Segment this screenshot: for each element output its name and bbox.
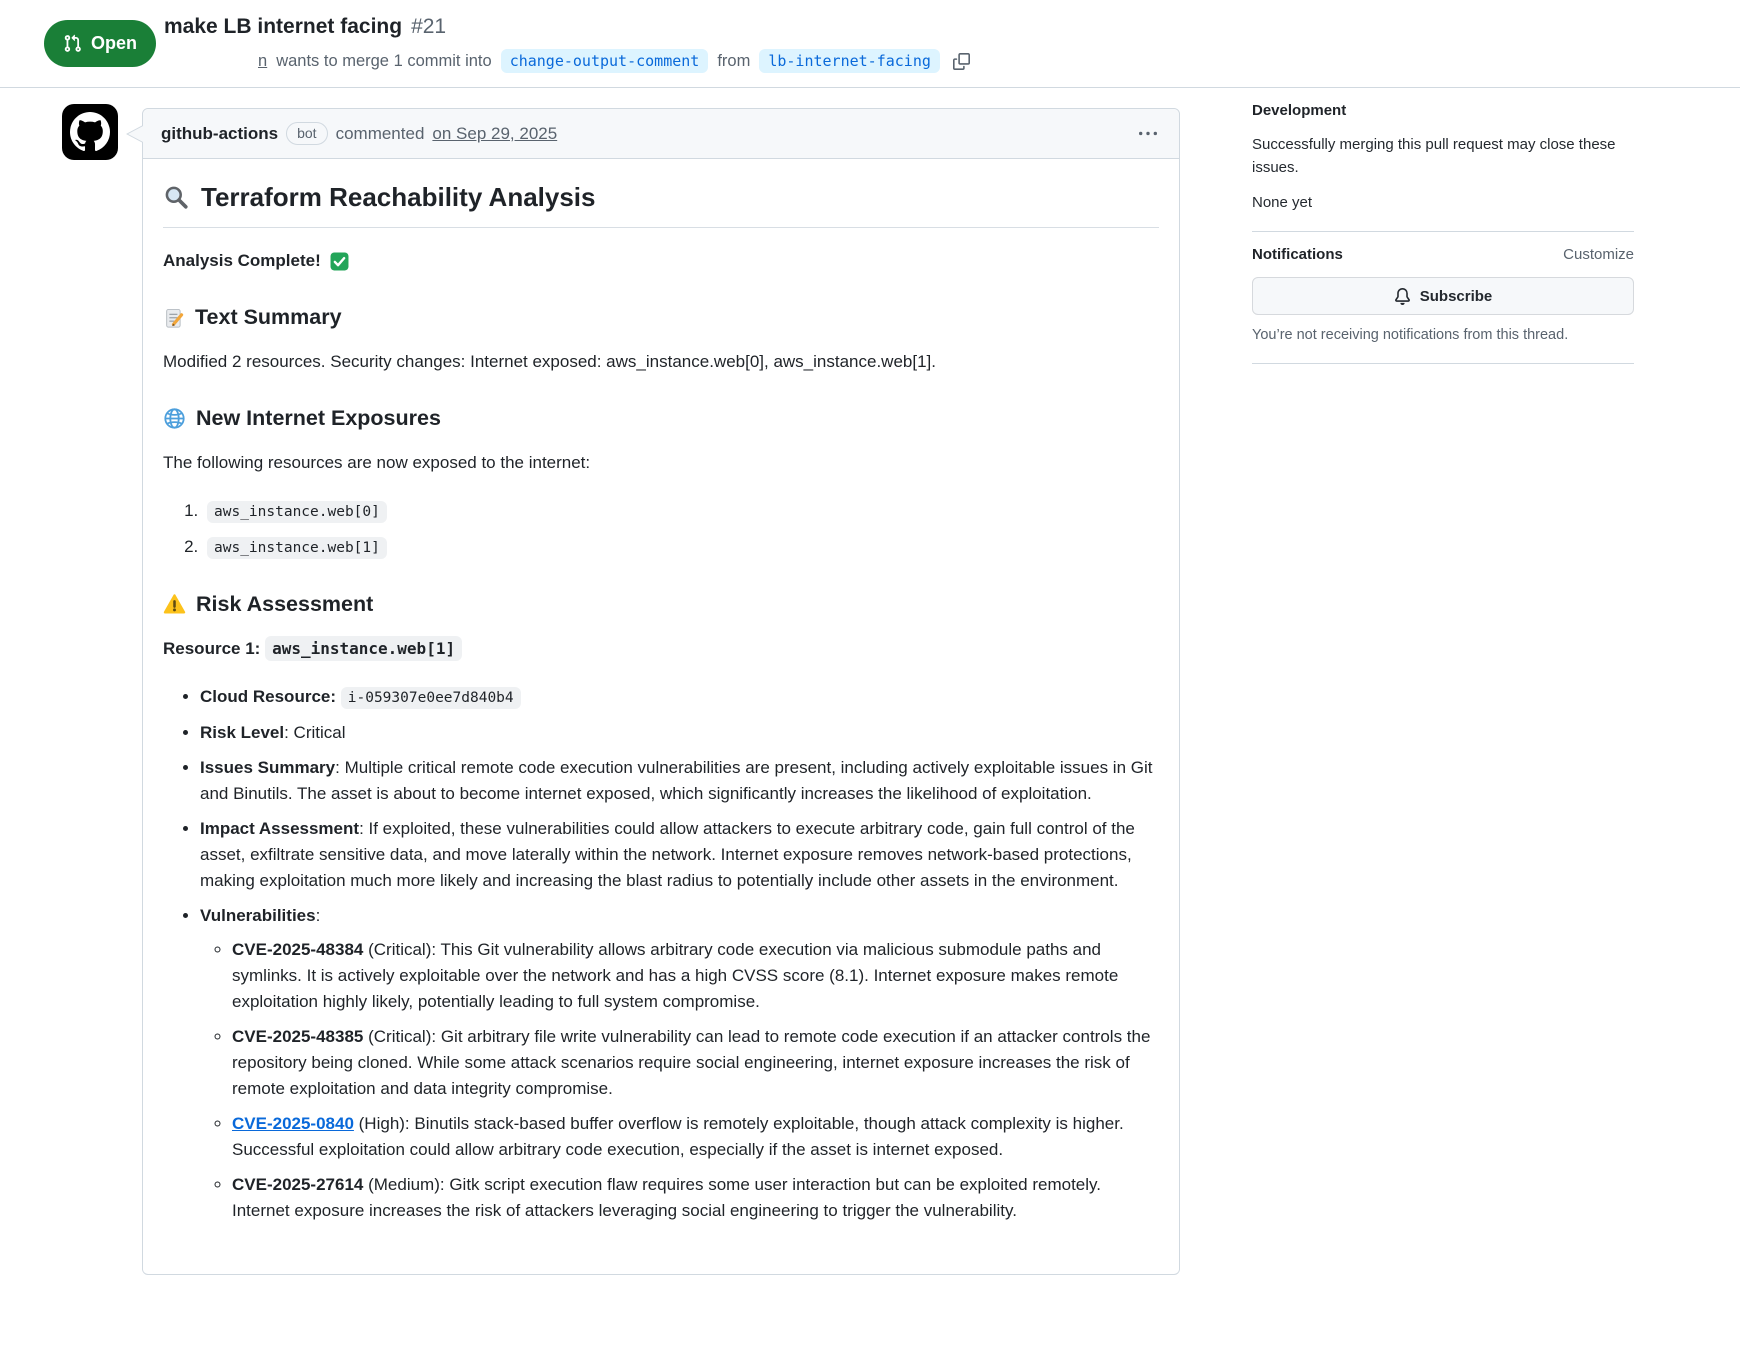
pr-header (0, 0, 1740, 88)
risk-heading: Risk Assessment (163, 591, 1159, 618)
vulnerability-item: ◦ CVE-2025-0840 (High): Binutils stack-based buffer overflow is remotely exploitable, though attack complexity is higher. Successful exploitation could allow arbitrary code execution, especially if the asset is internet exposed. (232, 1111, 1159, 1163)
development-description: Successfully merging this pull request may close these issues. (1252, 136, 1616, 176)
check-mark-emoji (330, 252, 349, 271)
globe-emoji (163, 407, 186, 430)
risk-item-risk-level: • Risk Level: Critical (200, 720, 1159, 746)
bell-icon (1394, 288, 1411, 305)
copy-icon (953, 53, 970, 70)
git-pull-request-icon (63, 34, 82, 53)
head-branch-label[interactable]: lb-internet-facing (759, 49, 940, 73)
pr-status-label: Open (91, 33, 138, 53)
comment-body (143, 159, 1179, 1274)
development-section (1252, 88, 1634, 232)
vulnerability-item: ◦ CVE-2025-48384 (Critical): This Git vulnerability allows arbitrary code execution via malicious submodule paths and symlinks. It is actively exploitable over the network and has a high CVSS score (8.1). Internet exposure makes remote exploitation highly likely, potentially leading to full system compromise. (232, 937, 1159, 1015)
pr-sidebar (1252, 88, 1634, 364)
github-octocat-icon (70, 112, 110, 152)
pr-author-link[interactable]: n (258, 51, 268, 70)
comment-action-text: commented (335, 123, 425, 143)
exposures-intro: The following resources are now exposed to the internet: (163, 453, 591, 472)
copy-branch-button[interactable] (951, 51, 972, 72)
analysis-complete-line: Analysis Complete! (163, 248, 1159, 274)
resource-code: aws_instance.web[1] (265, 636, 462, 661)
pr-status-badge (44, 20, 156, 67)
notifications-section (1252, 232, 1634, 364)
resource-line: Resource 1: aws_instance.web[1] (163, 636, 1159, 662)
subscribe-label: Subscribe (1419, 287, 1493, 305)
bot-badge: bot (286, 122, 327, 145)
vulnerability-item: ◦ CVE-2025-48385 (Critical): Git arbitrary file write vulnerability can lead to remote code execution if an attacker controls the repository being cloned. While some attack scenarios require social engineering, internet exposure increases the risk of remote exploitation and data integrity compromise. (232, 1024, 1159, 1102)
instance-id-code: i-059307e0ee7d840b4 (341, 687, 521, 709)
text-summary-heading: Text Summary (163, 304, 1159, 331)
exposures-heading: New Internet Exposures (163, 405, 1159, 432)
risk-item-cloud-resource: • Cloud Resource: i-059307e0ee7d840b4 (200, 684, 1159, 711)
comment-timestamp-link[interactable]: on Sep 29, 2025 (432, 123, 558, 143)
text-summary-body: Modified 2 resources. Security changes: Internet exposed: aws_instance.web[0], aws_instance.web[1]. (163, 352, 936, 371)
comment-caret (126, 125, 143, 143)
notifications-heading: Notifications (1252, 246, 1343, 263)
risk-item-vulnerabilities: • Vulnerabilities: ◦ CVE-2025-48384 (Critical): This Git vulnerability allows arbitrary code execution via malicious submodule paths and symlinks. It is actively exploitable over the network and has a high CVSS score (8.1). Internet exposure makes remote exploitation highly likely, potentially leading to full system compromise. ◦ CVE-2025-48385 (Critical): Git arbitrary file write vulnerability can lead to remote code execution if an attacker controls the repository being cloned. While some attack scenarios require social engineering, internet exposure increases the risk of remote exploitation and data integrity compromise. ◦ CVE-2025-0840 (High): Binutils stack-based buffer overflow is remotely exploitable, though attack complexity is higher. Successful exploitation could allow arbitrary code execution, especially if the asset is internet exposed. ◦ CVE-2025-27614 (Medium): Gitk script execution flaw requires some user interaction but can be exploited remotely. Internet exposure increases the risk of attackers leveraging social engineering to trigger the vulnerability. (200, 903, 1159, 1224)
comment-card (142, 108, 1180, 1275)
development-heading: Development (1252, 102, 1347, 119)
merge-description: wants to merge 1 commit into (276, 51, 492, 70)
cve-2025-0840-link[interactable]: CVE-2025-0840 (232, 1114, 354, 1133)
comment-author-link[interactable]: github-actions (161, 123, 279, 143)
memo-emoji (163, 307, 185, 329)
list-item: 2. aws_instance.web[1] (203, 534, 1159, 561)
vulnerability-item: ◦ CVE-2025-27614 (Medium): Gitk script execution flaw requires some user interaction but can be exploited remotely. Internet exposure increases the risk of attackers leveraging social engineering to trigger the vulnerability. (232, 1172, 1159, 1224)
magnifying-glass-emoji (163, 184, 190, 211)
notifications-status-text: You’re not receiving notifications from this thread. (1252, 327, 1569, 343)
avatar[interactable] (62, 104, 118, 160)
subscribe-button[interactable] (1252, 277, 1634, 315)
risk-item-issues-summary: • Issues Summary: Multiple critical remote code execution vulnerabilities are present, including actively exploitable issues in Git and Binutils. The asset is about to become internet exposed, which significantly increases the likelihood of exploitation. (200, 755, 1159, 807)
base-branch-label[interactable]: change-output-comment (501, 49, 709, 73)
customize-link[interactable]: Customize (1563, 246, 1634, 263)
warning-emoji (163, 593, 186, 616)
list-item: 1. aws_instance.web[0] (203, 498, 1159, 525)
development-empty-state: None yet (1252, 194, 1313, 211)
risk-list (163, 684, 1159, 1224)
risk-item-impact-assessment: • Impact Assessment: If exploited, these vulnerabilities could allow attackers to execute arbitrary code, gain full control of the asset, exfiltrate sensitive data, and move laterally within the network. Internet exposure removes network-based protections, making exploitation much more likely and increasing the blast radius to potentially include other assets in the environment. (200, 816, 1159, 894)
comment-header (143, 109, 1179, 159)
from-text: from (717, 51, 751, 70)
vulnerabilities-list (200, 937, 1159, 1224)
comment-options-button[interactable] (1135, 121, 1161, 147)
exposures-list (163, 498, 1159, 561)
pr-title: make LB internet facing (164, 15, 403, 38)
pr-number: #21 (411, 15, 447, 38)
kebab-horizontal-icon (1139, 125, 1157, 143)
analysis-title: Terraform Reachability Analysis (163, 181, 1159, 228)
